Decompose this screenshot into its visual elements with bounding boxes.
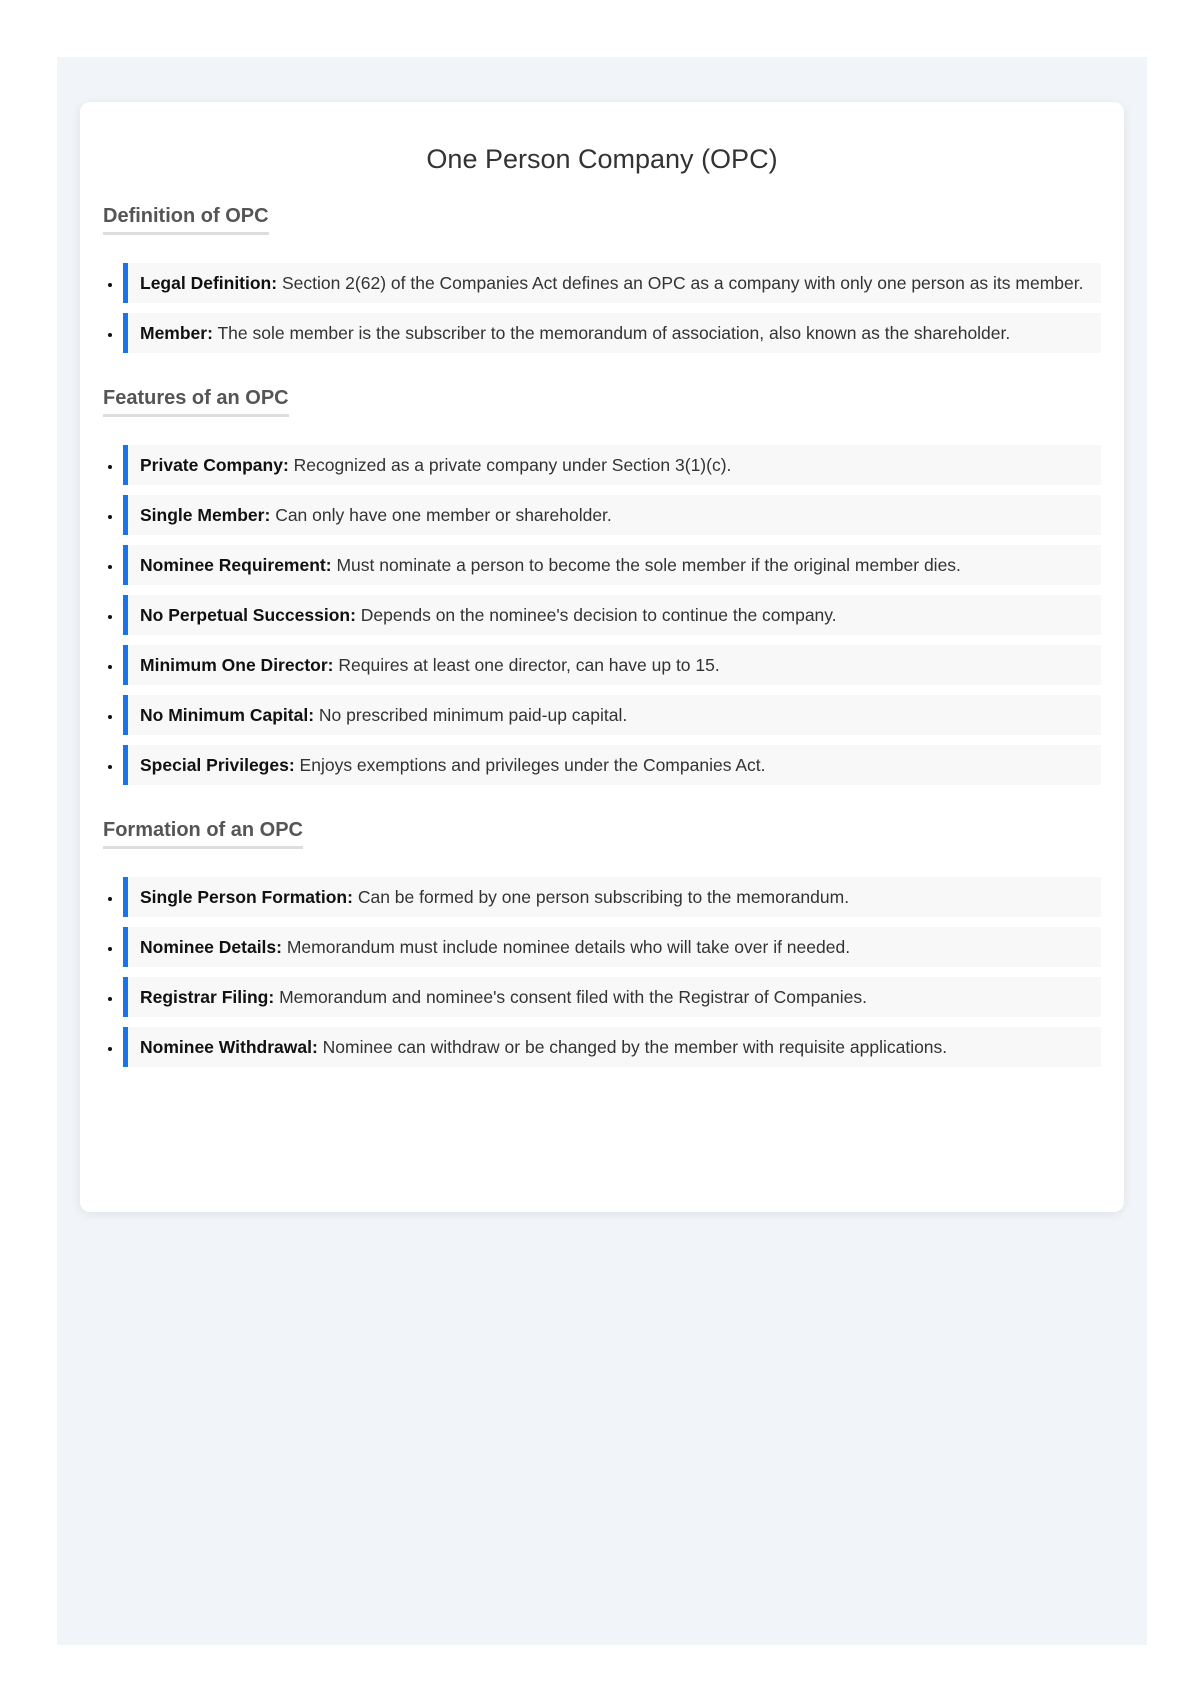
formation-list (103, 877, 1101, 1067)
list-item (123, 927, 1101, 967)
item-label: Legal Definition: (140, 273, 278, 293)
document-card (80, 102, 1124, 1212)
item-text: Memorandum and nominee's consent filed with the Registrar of Companies. (279, 987, 868, 1007)
section-formation (103, 819, 1101, 1067)
item-label: No Minimum Capital: (140, 705, 315, 725)
page-title: One Person Company (OPC) (426, 144, 778, 174)
definition-list (103, 263, 1101, 353)
item-text: The sole member is the subscriber to the memorandum of association, also known as the shareholder. (217, 323, 1011, 343)
section-definition (103, 205, 1101, 353)
list-item (123, 545, 1101, 585)
list-item (123, 1027, 1101, 1067)
item-label: Nominee Withdrawal: (140, 1037, 318, 1057)
list-item (123, 595, 1101, 635)
item-label: No Perpetual Succession: (140, 605, 356, 625)
item-text: No prescribed minimum paid-up capital. (318, 705, 628, 725)
list-item (123, 313, 1101, 353)
item-text: Enjoys exemptions and privileges under the Companies Act. (299, 755, 766, 775)
item-label: Private Company: (140, 455, 289, 475)
list-item (123, 745, 1101, 785)
item-label: Single Person Formation: (140, 887, 353, 907)
features-list (103, 445, 1101, 785)
list-item (123, 645, 1101, 685)
item-text: Must nominate a person to become the sole member if the original member dies. (336, 555, 961, 575)
item-text: Nominee can withdraw or be changed by the member with requisite applications. (322, 1037, 948, 1057)
item-label: Nominee Requirement: (140, 555, 332, 575)
item-text: Recognized as a private company under Section 3(1)(c). (293, 455, 732, 475)
item-label: Nominee Details: (140, 937, 282, 957)
item-text: Requires at least one director, can have up to 15. (338, 655, 720, 675)
section-heading: Formation of an OPC (103, 819, 303, 849)
list-item (123, 695, 1101, 735)
item-text: Can be formed by one person subscribing to the memorandum. (357, 887, 850, 907)
item-label: Minimum One Director: (140, 655, 334, 675)
item-text: Memorandum must include nominee details who will take over if needed. (286, 937, 851, 957)
list-item (123, 263, 1101, 303)
list-item (123, 495, 1101, 535)
section-features (103, 387, 1101, 785)
list-item (123, 445, 1101, 485)
section-heading: Features of an OPC (103, 387, 289, 417)
list-item (123, 977, 1101, 1017)
item-label: Special Privileges: (140, 755, 295, 775)
item-label: Single Member: (140, 505, 271, 525)
item-text: Can only have one member or shareholder. (275, 505, 612, 525)
item-label: Member: (140, 323, 213, 343)
item-text: Section 2(62) of the Companies Act defines an OPC as a company with only one person as its member. (281, 273, 1084, 293)
list-item (123, 877, 1101, 917)
item-text: Depends on the nominee's decision to continue the company. (360, 605, 837, 625)
item-label: Registrar Filing: (140, 987, 275, 1007)
section-heading: Definition of OPC (103, 205, 269, 235)
